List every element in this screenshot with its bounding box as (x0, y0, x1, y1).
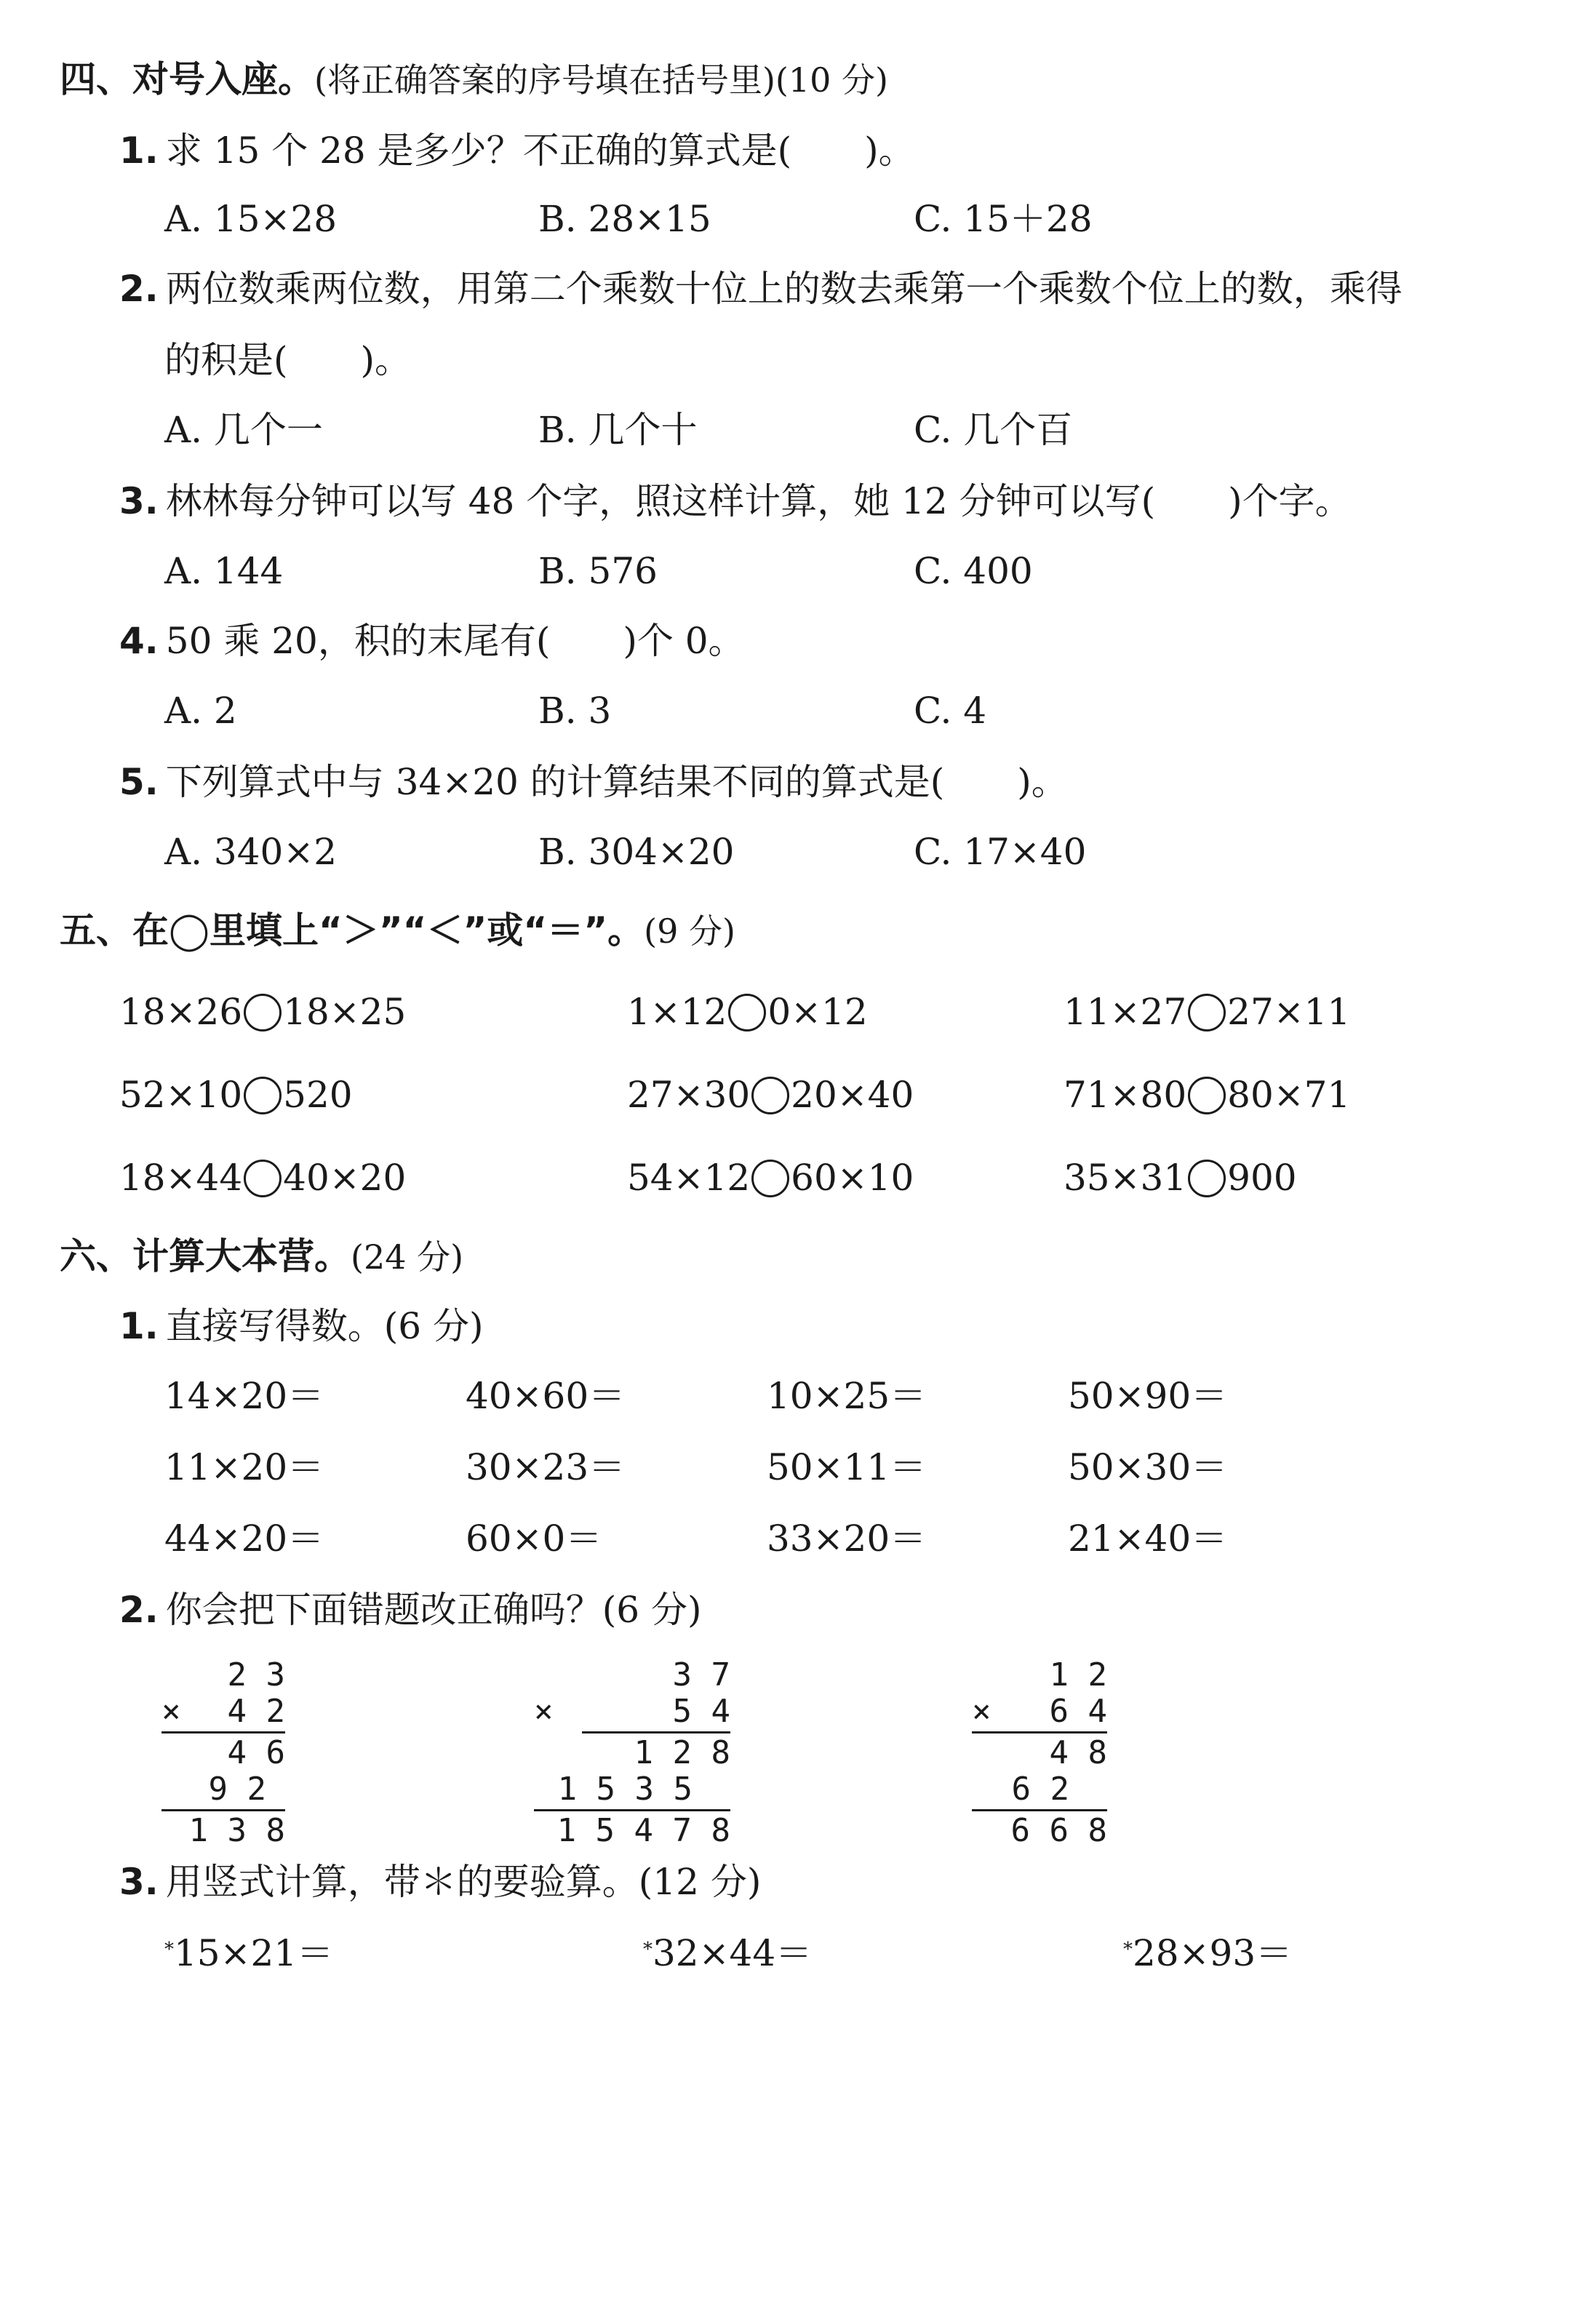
compare-circle[interactable] (1188, 994, 1226, 1032)
compare-circle[interactable] (244, 994, 282, 1032)
partial-product: 4 6 (227, 1734, 285, 1771)
q4-1-option-c: C. 15＋28 (914, 198, 1093, 240)
rule (582, 1731, 730, 1733)
rule (534, 1809, 730, 1811)
rule (161, 1731, 285, 1733)
q6-2 (119, 1589, 702, 1631)
compare-item (1064, 1074, 1351, 1116)
compare-left: 18×44 (119, 1157, 243, 1199)
question-text: 直接写得数。(6 分) (165, 1305, 484, 1347)
oral-calc: 11×20＝ (164, 1446, 324, 1488)
q4-5 (119, 761, 1068, 803)
vertical-calc-2 (534, 1657, 730, 1849)
compare-right: 40×20 (283, 1157, 407, 1199)
section-5-points: (9 分) (644, 911, 735, 951)
q4-5-option-c: C. 17×40 (914, 831, 1087, 873)
section-6-title (60, 1235, 464, 1277)
section-5-heading: 五、在◯里填上“＞”“＜”或“＝”。 (60, 909, 645, 951)
oral-calc: 50×11＝ (767, 1446, 927, 1488)
result: 6 6 8 (1010, 1812, 1107, 1849)
question-text: 两位数乘两位数，用第二个乘数十位上的数去乘第一个乘数个位上的数，乘得 (165, 268, 1403, 310)
compare-circle[interactable] (728, 994, 766, 1032)
q6-3 (119, 1861, 762, 1903)
compare-circle[interactable] (244, 1160, 282, 1197)
compare-right: 60×10 (791, 1157, 914, 1199)
question-number: 4. (119, 620, 159, 662)
question-text: 林林每分钟可以写 48 个字，照这样计算，她 12 分钟可以写( )个字。 (165, 480, 1352, 522)
compare-item (627, 1157, 914, 1199)
oral-calc: 40×60＝ (466, 1375, 626, 1417)
column-calc-item (643, 1932, 813, 1974)
compare-left: 54×12 (627, 1157, 751, 1199)
compare-right: 20×40 (791, 1074, 914, 1116)
q6-1 (119, 1305, 484, 1347)
compare-right: 80×71 (1227, 1074, 1351, 1116)
oral-calc: 50×30＝ (1068, 1446, 1228, 1488)
oral-calc: 60×0＝ (466, 1517, 602, 1560)
section-6-points: (24 分) (351, 1237, 464, 1277)
q4-4-option-b: B. 3 (538, 690, 612, 732)
question-text: 下列算式中与 34×20 的计算结果不同的算式是( )。 (165, 761, 1068, 803)
compare-left: 35×31 (1064, 1157, 1187, 1199)
q4-4-option-a: A. 2 (164, 690, 237, 732)
multiplicand: 1 2 (1049, 1656, 1107, 1693)
q4-3-option-b: B. 576 (538, 550, 658, 592)
compare-right: 0×12 (767, 991, 868, 1033)
compare-left: 27×30 (627, 1074, 751, 1116)
oral-calc: 10×25＝ (767, 1375, 927, 1417)
q4-1 (119, 129, 915, 172)
multiplier-row (972, 1693, 1107, 1730)
q4-3 (119, 480, 1352, 522)
times-sign: × (161, 1693, 181, 1730)
q4-5-option-b: B. 304×20 (538, 831, 735, 873)
compare-item (627, 1074, 914, 1116)
compare-circle[interactable] (751, 1077, 789, 1114)
result: 1 5 4 7 8 (556, 1812, 730, 1849)
rule (161, 1809, 285, 1811)
partial-product: 6 2 (1011, 1771, 1069, 1808)
compare-circle[interactable] (1188, 1077, 1226, 1114)
compare-item (119, 1157, 407, 1199)
q4-4 (119, 620, 745, 662)
multiplier-row (161, 1693, 285, 1730)
column-calc-expr: 15×21＝ (174, 1932, 334, 1974)
partial-product: 9 2 (208, 1771, 266, 1808)
multiplier: 4 2 (227, 1693, 285, 1730)
oral-calc: 14×20＝ (164, 1375, 324, 1417)
question-number: 1. (119, 129, 159, 172)
compare-item (1064, 991, 1351, 1033)
compare-left: 71×80 (1064, 1074, 1187, 1116)
rule (972, 1809, 1107, 1811)
times-sign: × (534, 1693, 554, 1730)
q4-2-cont: 的积是( )。 (164, 339, 412, 381)
rule (972, 1731, 1107, 1733)
q4-5-option-a: A. 340×2 (164, 831, 338, 873)
vertical-calc-3 (972, 1657, 1107, 1849)
compare-left: 18×26 (119, 991, 243, 1033)
partial-product: 4 8 (1049, 1734, 1107, 1771)
compare-item (119, 1074, 353, 1116)
oral-calc: 50×90＝ (1068, 1375, 1228, 1417)
compare-left: 1×12 (627, 991, 727, 1033)
compare-item (627, 991, 868, 1033)
q4-1-option-a: A. 15×28 (164, 198, 338, 240)
question-number: 5. (119, 761, 159, 803)
multiplier-row (534, 1693, 730, 1730)
partial-product: 1 2 8 (634, 1734, 730, 1771)
compare-circle[interactable] (1188, 1160, 1226, 1197)
column-calc-expr: 28×93＝ (1133, 1932, 1293, 1974)
section-4-title (60, 58, 888, 100)
question-number: 1. (119, 1305, 159, 1347)
multiplicand: 2 3 (227, 1656, 285, 1693)
compare-circle[interactable] (244, 1077, 282, 1114)
compare-right: 520 (283, 1074, 353, 1116)
times-sign: × (972, 1693, 991, 1730)
question-number: 3. (119, 480, 159, 522)
question-number: 3. (119, 1861, 159, 1903)
q4-1-option-b: B. 28×15 (538, 198, 711, 240)
oral-calc: 21×40＝ (1068, 1517, 1228, 1560)
compare-right: 900 (1227, 1157, 1297, 1199)
column-calc-item (164, 1932, 334, 1974)
q4-3-option-a: A. 144 (164, 550, 284, 592)
star-mark: * (643, 1939, 653, 1960)
q4-2-option-a: A. 几个一 (164, 409, 323, 451)
compare-circle[interactable] (751, 1160, 789, 1197)
star-mark: * (1123, 1939, 1133, 1960)
compare-item (119, 991, 407, 1033)
column-calc-expr: 32×44＝ (653, 1932, 813, 1974)
multiplier: 5 4 (672, 1693, 730, 1730)
section-5-title (60, 909, 735, 951)
q4-4-option-c: C. 4 (914, 690, 987, 732)
question-text: 用竖式计算，带＊的要验算。(12 分) (165, 1861, 762, 1903)
question-text: 求 15 个 28 是多少？不正确的算式是( )。 (165, 129, 915, 172)
compare-left: 52×10 (119, 1074, 243, 1116)
oral-calc: 44×20＝ (164, 1517, 324, 1560)
multiplier: 6 4 (1049, 1693, 1107, 1730)
question-number: 2. (119, 268, 159, 310)
multiplicand: 3 7 (672, 1656, 730, 1693)
section-6-heading: 六、计算大本营。 (60, 1235, 351, 1277)
oral-calc: 33×20＝ (767, 1517, 927, 1560)
compare-right: 18×25 (283, 991, 407, 1033)
q4-2 (119, 268, 1403, 310)
star-mark: * (164, 1939, 174, 1960)
q4-3-option-c: C. 400 (914, 550, 1033, 592)
compare-item (1064, 1157, 1297, 1199)
vertical-calc-1 (161, 1657, 285, 1849)
q4-2-option-b: B. 几个十 (538, 409, 698, 451)
q4-2-option-c: C. 几个百 (914, 409, 1073, 451)
section-4-note: (将正确答案的序号填在括号里)(10 分) (314, 60, 888, 100)
compare-left: 11×27 (1064, 991, 1187, 1033)
partial-product: 1 5 3 5 (557, 1771, 693, 1808)
question-text: 你会把下面错题改正确吗？(6 分) (165, 1589, 702, 1631)
result: 1 3 8 (188, 1812, 285, 1849)
compare-right: 27×11 (1227, 991, 1351, 1033)
oral-calc: 30×23＝ (466, 1446, 626, 1488)
question-text: 50 乘 20，积的末尾有( )个 0。 (165, 620, 745, 662)
column-calc-item (1123, 1932, 1293, 1974)
section-4-heading: 四、对号入座。 (60, 58, 314, 100)
question-number: 2. (119, 1589, 159, 1631)
